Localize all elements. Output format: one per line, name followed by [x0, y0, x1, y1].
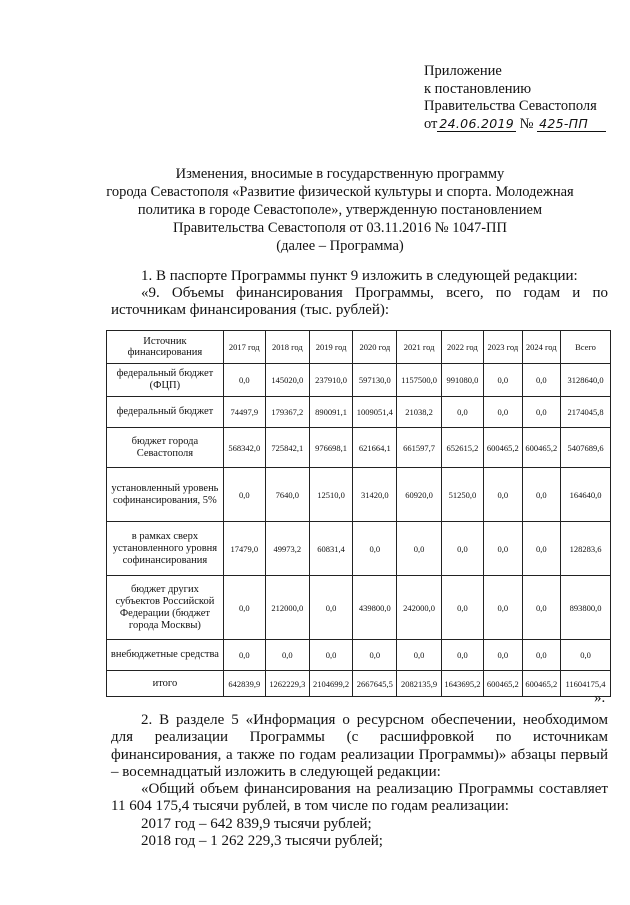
cell: 5407689,6: [561, 428, 611, 468]
table-row: [107, 428, 611, 468]
cell: 0,0: [484, 397, 522, 428]
table-row: [107, 576, 611, 640]
cell: 0,0: [522, 364, 560, 397]
cell: 242000,0: [397, 576, 441, 640]
cell: 991080,0: [441, 364, 483, 397]
cell: 1262229,3: [265, 671, 309, 697]
cell: 0,0: [522, 522, 560, 576]
table-row: [107, 364, 611, 397]
cell: 0,0: [309, 576, 352, 640]
closing-quote-mark: ».: [594, 690, 606, 706]
cell: 0,0: [309, 640, 352, 671]
number-value: 425-ПП: [537, 117, 606, 132]
cell: 212000,0: [265, 576, 309, 640]
cell: 49973,2: [265, 522, 309, 576]
financing-table: [106, 330, 611, 697]
date-prefix: от: [424, 115, 438, 132]
section1-line1: 1. В паспорте Программы пункт 9 изложить в следующей редакции:: [141, 268, 578, 284]
title-line4: Правительства Севастополя от 03.11.2016 № 1047-ПП: [172, 220, 508, 236]
section2-text: 2. В разделе 5 «Информация о ресурсном обеспечении, необходимом для реализации Программы (с расшифровкой по источникам финансирования, а также по годам реализации Программы)» абзацы первый – восемнадцатый изложить в следующей редакции:: [111, 712, 608, 780]
cell: 145020,0: [265, 364, 309, 397]
cell: 439800,0: [353, 576, 397, 640]
cell: 3128640,0: [561, 364, 611, 397]
row-source: федеральный бюджет (ФЦП): [107, 364, 224, 397]
section2-year-2017: 2017 год – 642 839,9 тысячи рублей;: [141, 815, 372, 832]
cell: 568342,0: [223, 428, 265, 468]
section2-year-2018: 2018 год – 1 262 229,3 тысячи рублей;: [141, 833, 383, 850]
header-source: Источник финансирования: [107, 331, 224, 364]
cell: 0,0: [441, 576, 483, 640]
table-row: [107, 468, 611, 522]
cell: 0,0: [522, 397, 560, 428]
table-row: [107, 397, 611, 428]
table-header-row: [107, 331, 611, 364]
appendix-line2: к постановлению: [424, 80, 532, 97]
number-prefix: №: [519, 115, 534, 132]
title-line5: (далее – Программа): [276, 238, 404, 254]
row-source: итого: [107, 671, 224, 697]
cell: 2082135,9: [397, 671, 441, 697]
header-2021: 2021 год: [397, 331, 441, 364]
cell: 0,0: [561, 640, 611, 671]
cell: 60831,4: [309, 522, 352, 576]
header-2022: 2022 год: [441, 331, 483, 364]
cell: 179367,2: [265, 397, 309, 428]
cell: 661597,7: [397, 428, 441, 468]
cell: 893800,0: [561, 576, 611, 640]
cell: 31420,0: [353, 468, 397, 522]
header-2018: 2018 год: [265, 331, 309, 364]
cell: 0,0: [441, 397, 483, 428]
cell: 0,0: [353, 522, 397, 576]
cell: 1157500,0: [397, 364, 441, 397]
appendix-line1: Приложение: [424, 63, 502, 79]
cell: 0,0: [223, 640, 265, 671]
cell: 600465,2: [522, 671, 560, 697]
appendix-line3: Правительства Севастополя: [424, 98, 597, 114]
row-source: федеральный бюджет: [107, 397, 224, 428]
cell: 890091,1: [309, 397, 352, 428]
cell: 0,0: [522, 640, 560, 671]
table-row-total: [107, 671, 611, 697]
row-source: бюджет других субъектов Российской Федерации (бюджет города Москвы): [107, 576, 224, 640]
cell: 17479,0: [223, 522, 265, 576]
cell: 0,0: [223, 364, 265, 397]
cell: 2174045,8: [561, 397, 611, 428]
header-2019: 2019 год: [309, 331, 352, 364]
cell: 7640,0: [265, 468, 309, 522]
cell: 11604175,4: [561, 671, 611, 697]
section1: [111, 268, 608, 319]
cell: 600465,2: [484, 671, 522, 697]
cell: 976698,1: [309, 428, 352, 468]
cell: 0,0: [353, 640, 397, 671]
cell: 0,0: [484, 364, 522, 397]
appendix-date-line: [424, 116, 606, 134]
row-source: в рамках сверх установленного уровня софинансирования: [107, 522, 224, 576]
cell: 51250,0: [441, 468, 483, 522]
cell: 0,0: [441, 522, 483, 576]
cell: 0,0: [265, 640, 309, 671]
cell: 600465,2: [522, 428, 560, 468]
appendix-block: [424, 63, 606, 133]
title-line2: города Севастополя «Развитие физической культуры и спорта. Молодежная: [106, 184, 574, 200]
table-row: [107, 640, 611, 671]
cell: 2667645,5: [353, 671, 397, 697]
cell: 0,0: [223, 468, 265, 522]
cell: 0,0: [522, 576, 560, 640]
cell: 0,0: [522, 468, 560, 522]
document-title: [100, 165, 580, 255]
cell: 597130,0: [353, 364, 397, 397]
title-line3: политика в городе Севастополе», утвержденную постановлением: [137, 202, 543, 218]
row-source: внебюджетные средства: [107, 640, 224, 671]
cell: 0,0: [484, 640, 522, 671]
cell: 1009051,4: [353, 397, 397, 428]
header-2017: 2017 год: [223, 331, 265, 364]
cell: 2104699,2: [309, 671, 352, 697]
cell: 60920,0: [397, 468, 441, 522]
cell: 21038,2: [397, 397, 441, 428]
section1-line2: «9. Объемы финансирования Программы, всего, по годам и по источникам финансирования (тыс. рублей):: [111, 285, 608, 318]
cell: 0,0: [397, 640, 441, 671]
cell: 725842,1: [265, 428, 309, 468]
row-source: бюджет города Севастополя: [107, 428, 224, 468]
cell: 652615,2: [441, 428, 483, 468]
table-row: [107, 522, 611, 576]
cell: 0,0: [441, 640, 483, 671]
cell: 0,0: [484, 522, 522, 576]
cell: 0,0: [484, 468, 522, 522]
cell: 1643695,2: [441, 671, 483, 697]
header-2020: 2020 год: [353, 331, 397, 364]
date-value: 24.06.2019: [439, 115, 514, 131]
cell: 12510,0: [309, 468, 352, 522]
cell: 74497,9: [223, 397, 265, 428]
cell: 642839,9: [223, 671, 265, 697]
header-2024: 2024 год: [522, 331, 560, 364]
cell: 164640,0: [561, 468, 611, 522]
title-line1: Изменения, вносимые в государственную программу: [175, 166, 505, 182]
cell: 0,0: [484, 576, 522, 640]
cell: 237910,0: [309, 364, 352, 397]
cell: 128283,6: [561, 522, 611, 576]
cell: 621664,1: [353, 428, 397, 468]
header-2023: 2023 год: [484, 331, 522, 364]
cell: 600465,2: [484, 428, 522, 468]
section2: [111, 712, 608, 850]
header-total: Всего: [561, 331, 611, 364]
section2-quote: «Общий объем финансирования на реализацию Программы составляет 11 604 175,4 тысячи рублей, в том числе по годам реализации:: [111, 781, 608, 815]
row-source: установленный уровень софинансирования, 5%: [107, 468, 224, 522]
cell: 0,0: [223, 576, 265, 640]
cell: 0,0: [397, 522, 441, 576]
